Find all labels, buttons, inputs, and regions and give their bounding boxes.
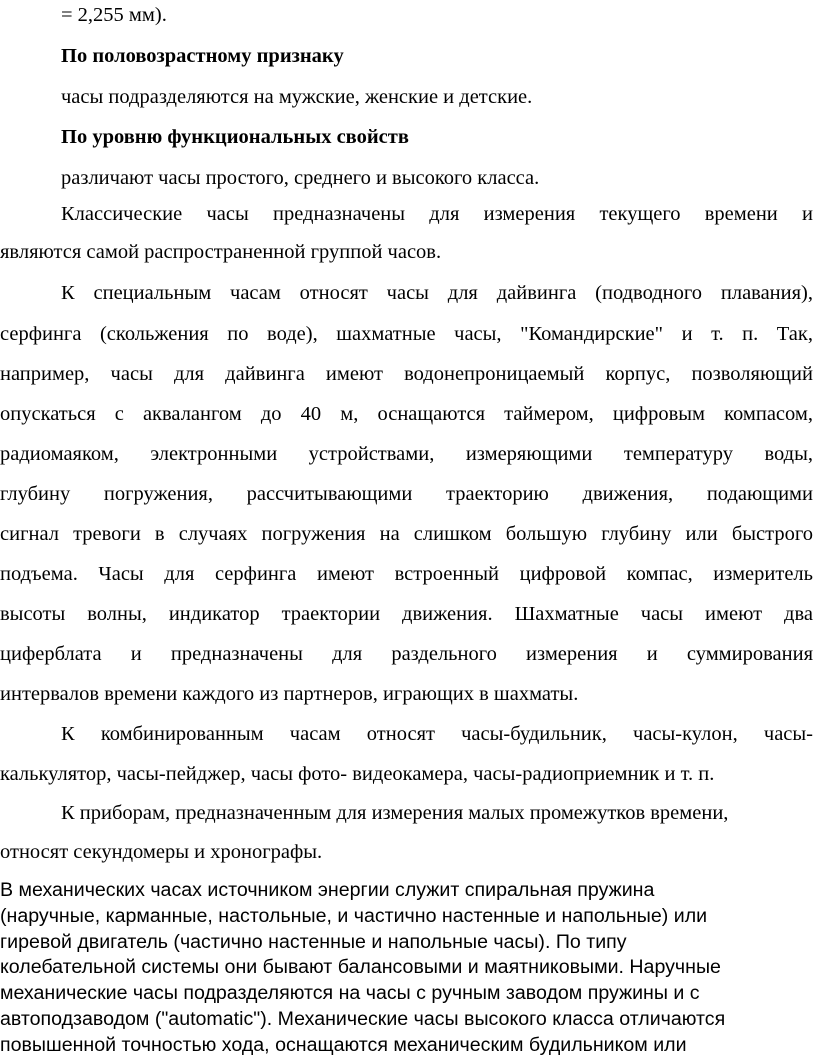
text-line: сигнал тревоги в случаях погружения на слишком большую глубину или быстрого — [0, 523, 813, 545]
text-line: глубину погружения, рассчитывающими траекторию движения, подающими — [0, 483, 813, 505]
text-line: = 2,255 мм). — [61, 4, 167, 26]
section-heading: По уровню функциональных свойств — [61, 126, 409, 148]
text-line: подъема. Часы для серфинга имеют встроенный цифровой компас, измеритель — [0, 563, 813, 585]
text-line: например, часы для дайвинга имеют водонепроницаемый корпус, позволяющий — [0, 363, 813, 385]
text-line: являются самой распространенной группой часов. — [0, 241, 442, 263]
text-line: различают часы простого, среднего и высокого класса. — [61, 167, 540, 189]
text-line: высоты волны, индикатор траектории движения. Шахматные часы имеют два — [0, 603, 813, 625]
text-line: В механических часах источником энергии служит спиральная пружина — [0, 879, 655, 901]
section-heading: По половозрастному признаку — [61, 45, 344, 67]
text-line: (наручные, карманные, настольные, и частично настенные и напольные) или — [0, 905, 708, 927]
text-line: механические часы подразделяются на часы с ручным заводом пружины и с — [0, 982, 700, 1004]
text-line: опускаться с аквалангом до 40 м, оснащаются таймером, цифровым компасом, — [0, 403, 813, 425]
text-line: повышенной точностью хода, оснащаются механическим будильником или — [0, 1034, 687, 1056]
text-line: автоподзаводом ("automatic"). Механические часы высокого класса отличаются — [0, 1008, 726, 1030]
text-line: колебательной системы они бывают балансовыми и маятниковыми. Наручные — [0, 956, 721, 978]
text-line: К комбинированным часам относят часы-будильник, часы-кулон, часы- — [61, 723, 813, 745]
text-line: гиревой двигатель (частично настенные и напольные часы). По типу — [0, 931, 627, 953]
text-line: радиомаяком, электронными устройствами, измеряющими температуру воды, — [0, 443, 813, 465]
text-line: серфинга (скольжения по воде), шахматные часы, "Командирские" и т. п. Так, — [0, 323, 813, 345]
text-line: относят секундомеры и хронографы. — [0, 841, 323, 863]
text-line: циферблата и предназначены для раздельного измерения и суммирования — [0, 643, 813, 665]
text-line: Классические часы предназначены для измерения текущего времени и — [61, 203, 813, 225]
text-line: часы подразделяются на мужские, женские и детские. — [61, 86, 533, 108]
text-line: интервалов времени каждого из партнеров, играющих в шахматы. — [0, 683, 579, 705]
text-line: К приборам, предназначенным для измерения малых промежутков времени, — [61, 802, 729, 824]
text-line: К специальным часам относят часы для дайвинга (подводного плавания), — [61, 282, 813, 304]
text-line: калькулятор, часы-пейджер, часы фото- видеокамера, часы-радиоприемник и т. п. — [0, 763, 715, 785]
